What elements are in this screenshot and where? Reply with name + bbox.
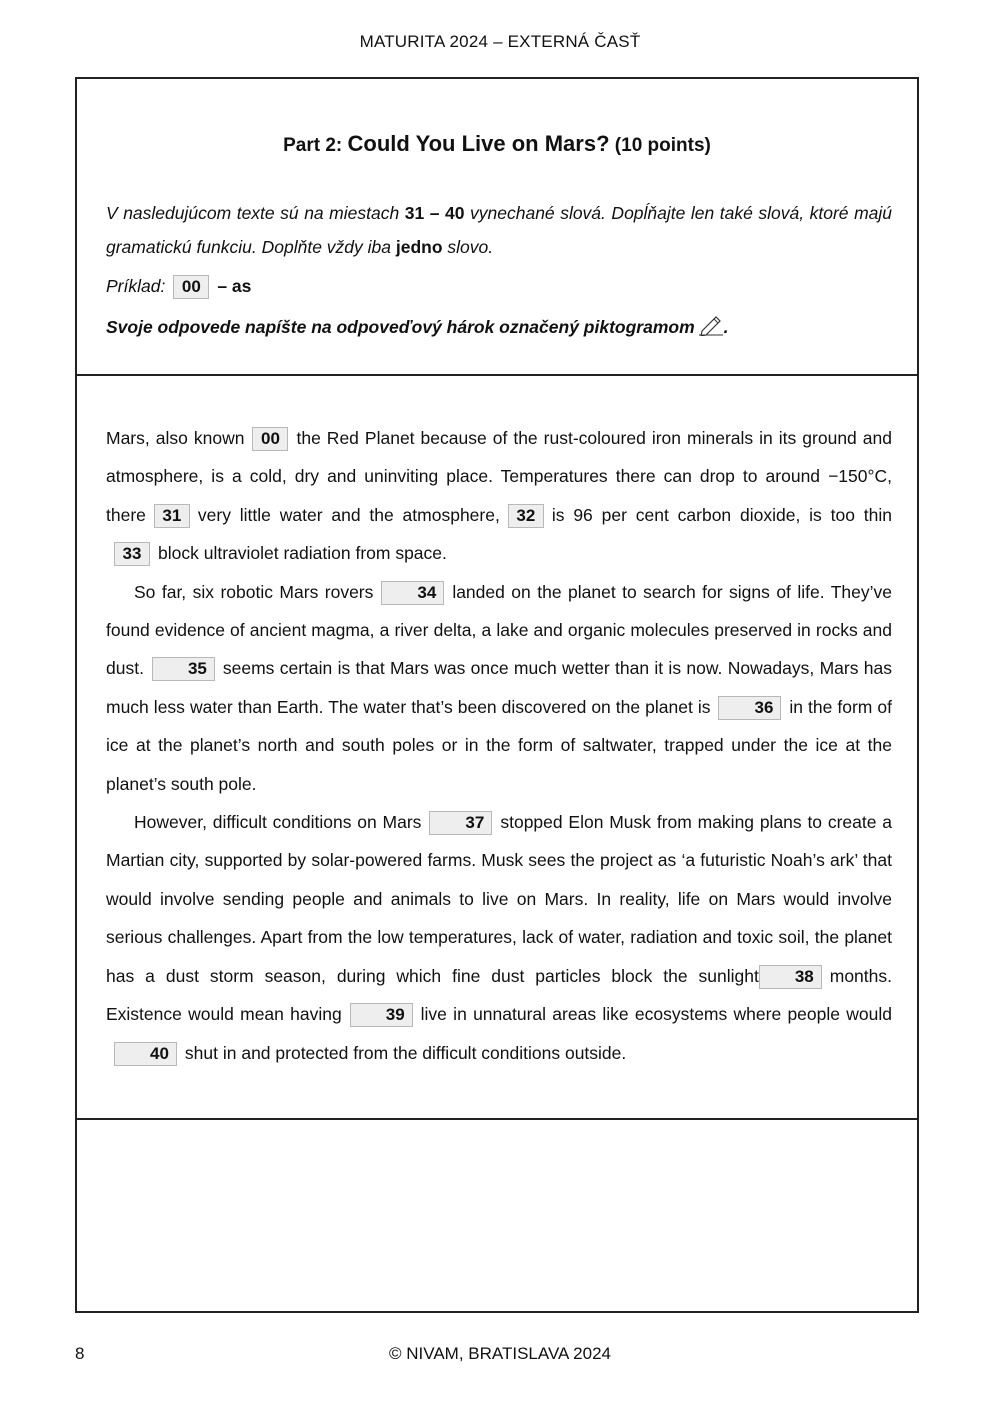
gap-range: 31 – 40	[404, 203, 465, 223]
passage-fragment: months. Existence would mean having	[106, 965, 892, 1025]
passage-fragment: shut in and protected from the difficult conditions outside.	[184, 1042, 627, 1063]
passage-fragment: Mars, also known	[106, 428, 245, 448]
passage-fragment: is 96 per cent carbon dioxide, is too thin	[551, 504, 892, 525]
passage-fragment: very little water and the atmosphere,	[197, 504, 500, 525]
passage-fragment: in the form of ice at the planet’s north and south poles or in the form of saltwater, trapped under the ice at the planet’s south pole.	[106, 696, 892, 794]
example-label: Príklad:	[106, 276, 166, 296]
passage-box	[77, 376, 917, 1120]
paragraph-3	[106, 803, 892, 1072]
answer-sheet-note	[106, 312, 729, 345]
passage-fragment: So far, six robotic Mars rovers	[134, 581, 374, 602]
gap-box-33: 33	[114, 542, 150, 566]
gap-box-39: 39	[350, 1003, 413, 1027]
part-title	[77, 131, 917, 157]
gap-box-example: 00	[173, 275, 209, 299]
pencil-icon	[698, 314, 724, 345]
exam-frame	[75, 77, 919, 1313]
gap-box-37: 37	[429, 811, 492, 835]
passage-fragment: stopped Elon Musk from making plans to create a Martian city, supported by solar-powered farms. Musk sees the project as ‘a futuristic Noah’s ark’ that would involve sending people and animals to live on Mars. In reality, life on Mars would involve serious challenges. Apart from the low temperatures, lack of water, radiation and toxic soil, the planet has a dust storm season, during which fine dust particles block the sunlight	[106, 812, 892, 986]
passage-fragment: landed on the planet to search for signs of life. They’ve found evidence of ancient magma, a river delta, a lake and organic molecules preserved in rocks and dust.	[106, 581, 892, 679]
gap-box-38: 38	[759, 965, 822, 989]
part-prefix: Part 2:	[283, 135, 348, 156]
instruction-part: V nasledujúcom texte sú na miestach	[106, 203, 405, 223]
emphasis-word: jedno	[395, 237, 443, 257]
passage-fragment: However, difficult conditions on Mars	[134, 812, 422, 833]
part-points: (10 points)	[609, 135, 711, 156]
instructions-box	[77, 79, 917, 376]
passage-fragment: the Red Planet because of the rust-coloured iron minerals in its ground and atmosphere, is a cold, dry and uninviting place. Temperatures there can drop to around −150°C, there	[106, 428, 892, 525]
paragraph-2	[106, 573, 892, 803]
gap-box-36: 36	[718, 696, 781, 720]
instruction-part: vynechané slová. Dopĺňajte len také slová, ktoré majú gramatickú funkciu. Doplňte vždy iba	[106, 203, 892, 257]
passage-fragment: live in unnatural areas like ecosystems where people would	[420, 1004, 892, 1025]
example-answer: – as	[217, 276, 252, 296]
instruction-text	[106, 196, 892, 264]
instruction-part: slovo.	[442, 237, 494, 257]
example-line	[106, 269, 251, 303]
passage-fragment: block ultraviolet radiation from space.	[158, 543, 447, 564]
page-header: MATURITA 2024 – EXTERNÁ ČASŤ	[359, 32, 641, 51]
passage-text	[106, 419, 892, 1072]
answer-note-text: Svoje odpovede napíšte na odpoveďový hárok označený piktogramom	[106, 317, 695, 337]
gap-box-34: 34	[381, 581, 444, 605]
gap-box-32: 32	[508, 504, 544, 528]
gap-box-00: 00	[252, 427, 288, 451]
gap-box-40: 40	[114, 1042, 177, 1066]
gap-box-35: 35	[152, 657, 215, 681]
page-number: 8	[75, 1344, 85, 1363]
gap-box-31: 31	[154, 504, 190, 528]
passage-fragment: seems certain is that Mars was once much wetter than it is now. Nowadays, Mars has much less water than Earth. The water that’s been discovered on the planet is	[106, 658, 892, 717]
part-heading: Could You Live on Mars?	[347, 131, 610, 156]
paragraph-1	[106, 419, 892, 573]
copyright-footer: © NIVAM, BRATISLAVA 2024	[389, 1344, 611, 1363]
answer-note-end: .	[723, 317, 729, 337]
